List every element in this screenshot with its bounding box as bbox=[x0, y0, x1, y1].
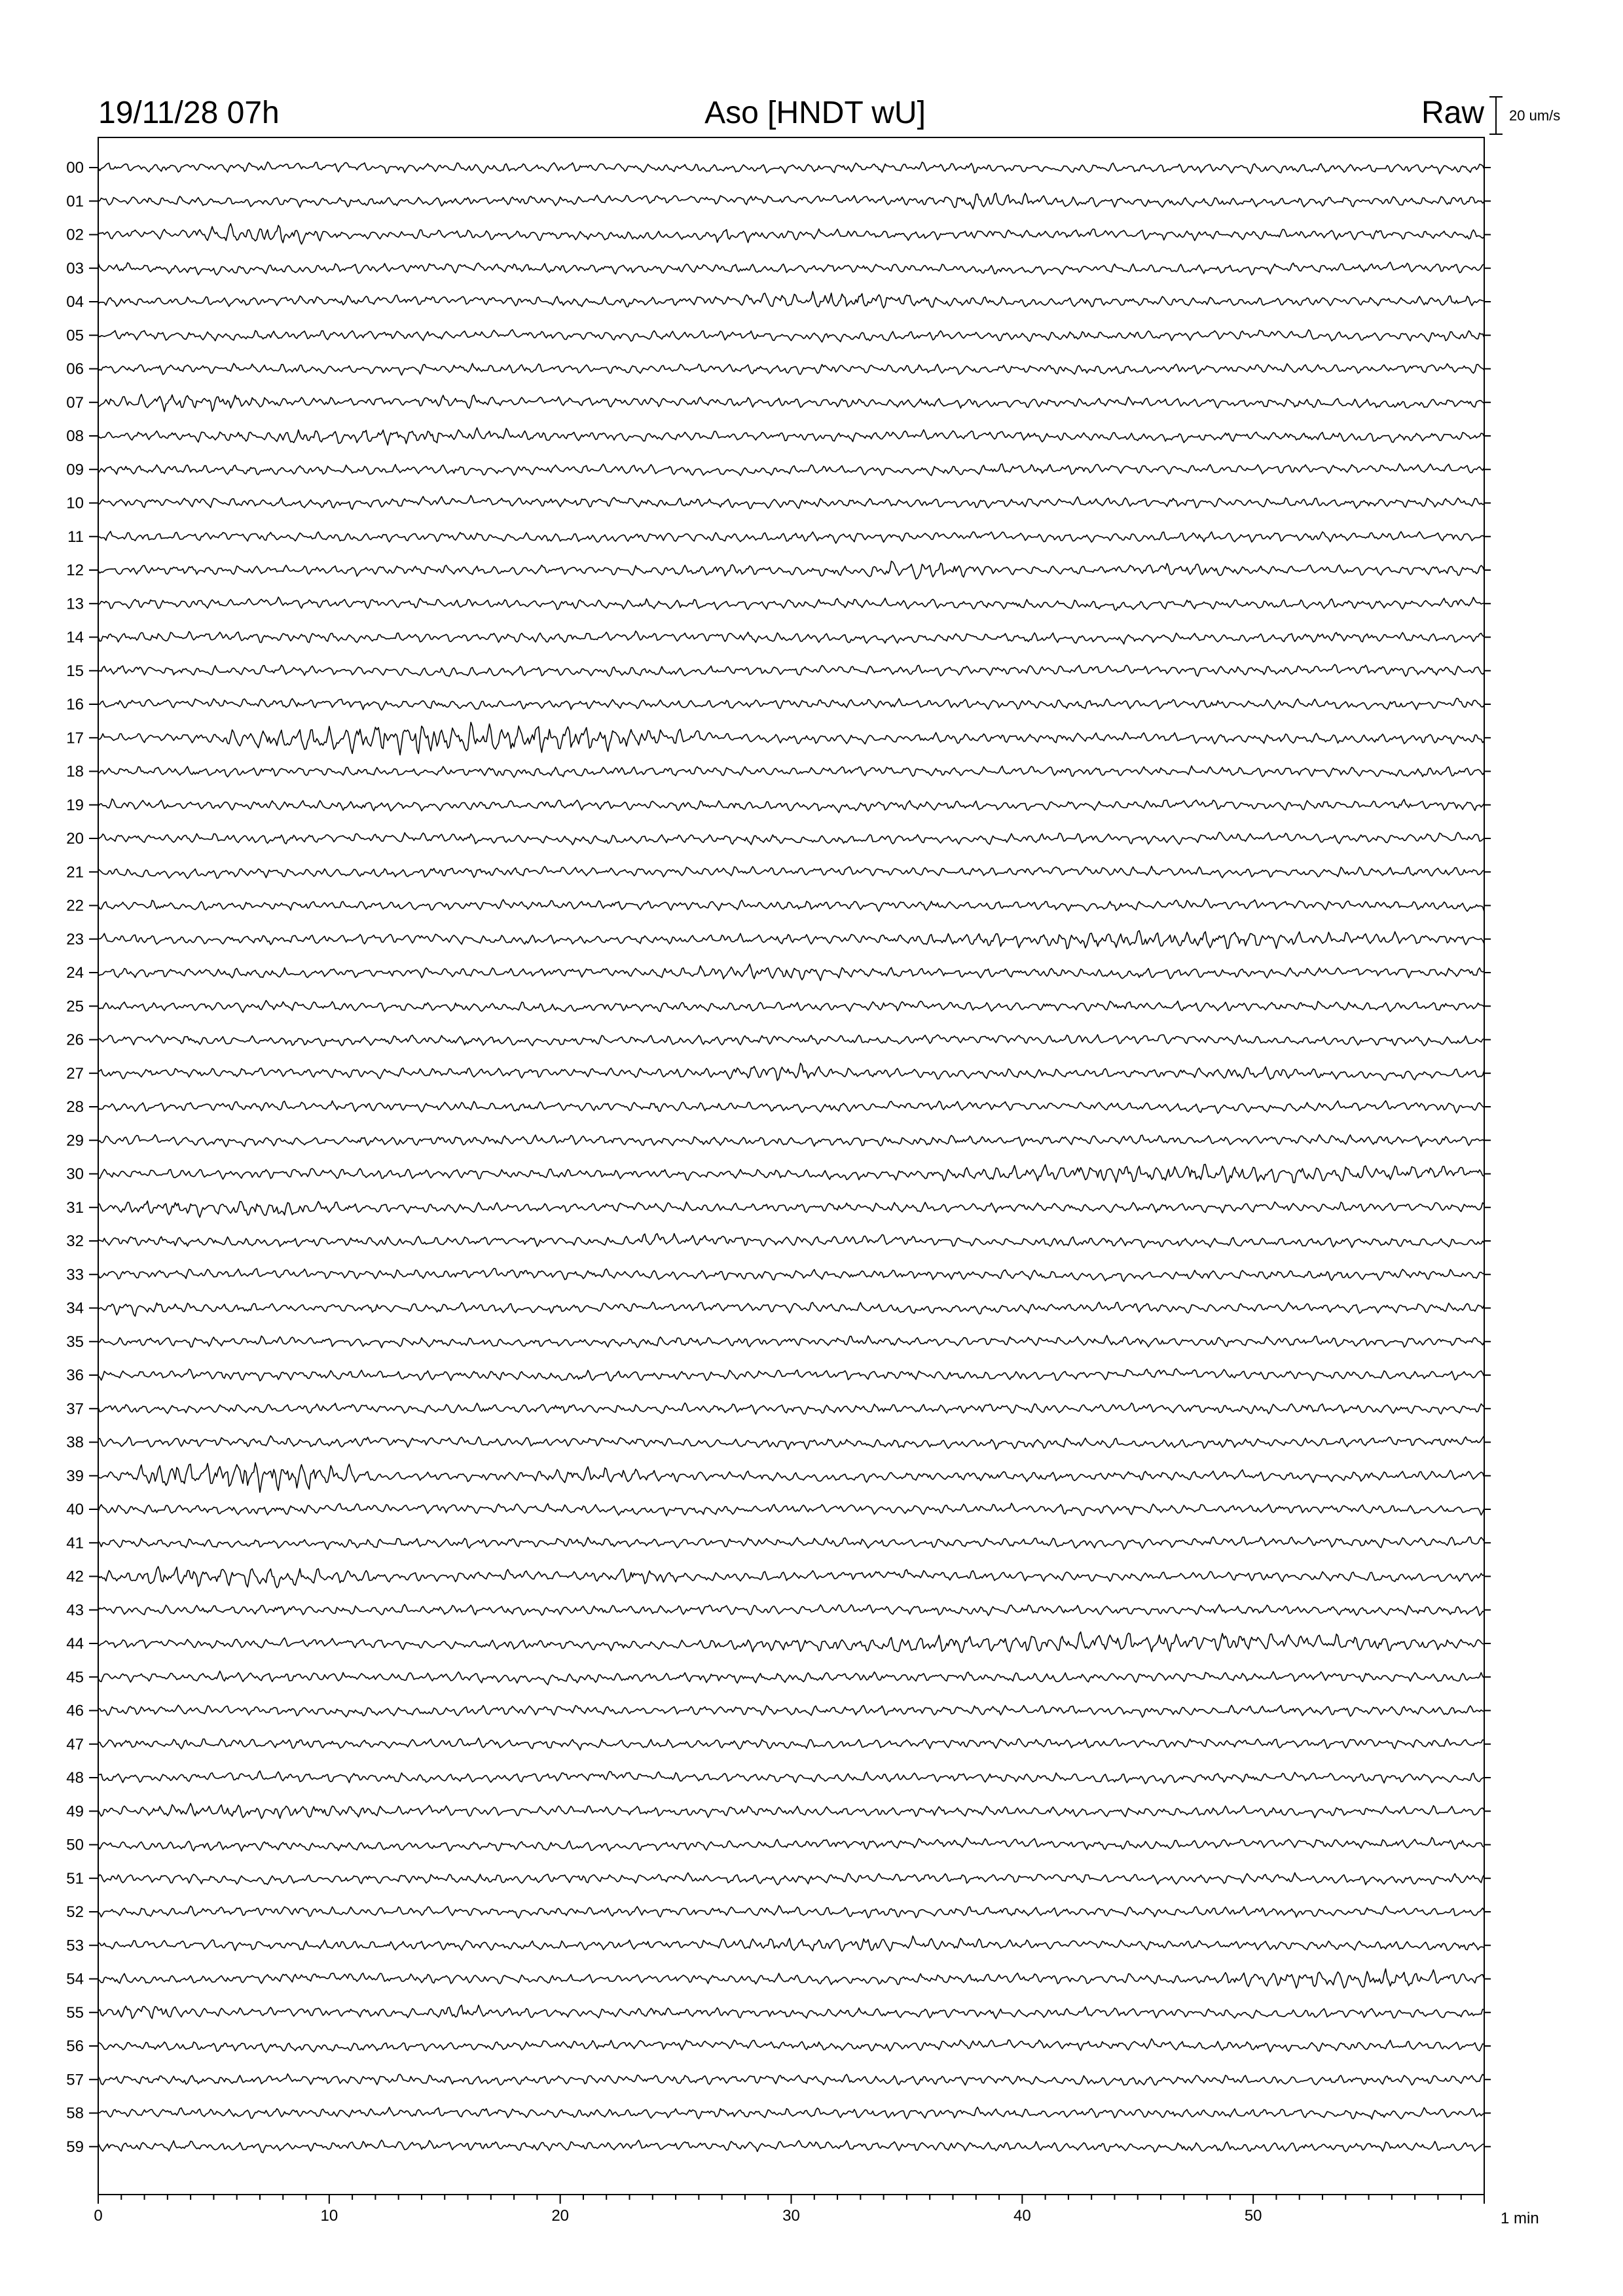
trace-line-42 bbox=[98, 1566, 1484, 1588]
row-label: 28 bbox=[66, 1098, 84, 1116]
row-label: 17 bbox=[66, 729, 84, 747]
row-labels-group bbox=[66, 159, 1491, 2156]
row-label: 12 bbox=[66, 562, 84, 579]
row-label: 07 bbox=[66, 393, 84, 412]
row-label: 49 bbox=[66, 1803, 84, 1821]
trace-line-08 bbox=[98, 428, 1484, 446]
row-label: 20 bbox=[66, 830, 84, 848]
mode-label: Raw bbox=[1421, 96, 1484, 130]
row-label: 01 bbox=[66, 192, 84, 211]
row-label: 29 bbox=[66, 1132, 84, 1150]
trace-line-59 bbox=[98, 2140, 1484, 2153]
row-label: 56 bbox=[66, 2037, 84, 2055]
row-label: 57 bbox=[66, 2071, 84, 2089]
trace-line-27 bbox=[98, 1063, 1484, 1081]
trace-line-30 bbox=[98, 1164, 1484, 1183]
trace-line-00 bbox=[98, 162, 1484, 173]
trace-line-37 bbox=[98, 1403, 1484, 1414]
row-label: 24 bbox=[66, 964, 84, 982]
trace-line-36 bbox=[98, 1369, 1484, 1381]
row-label: 51 bbox=[66, 1869, 84, 1888]
row-label: 25 bbox=[66, 997, 84, 1016]
row-label: 02 bbox=[66, 226, 84, 244]
row-label: 31 bbox=[66, 1198, 84, 1217]
trace-line-51 bbox=[98, 1873, 1484, 1884]
row-label: 30 bbox=[66, 1165, 84, 1183]
trace-line-03 bbox=[98, 262, 1484, 276]
trace-line-39 bbox=[98, 1463, 1484, 1492]
trace-line-20 bbox=[98, 832, 1484, 844]
trace-line-11 bbox=[98, 531, 1484, 543]
trace-line-34 bbox=[98, 1302, 1484, 1317]
row-label: 14 bbox=[66, 628, 84, 647]
row-label: 10 bbox=[66, 494, 84, 512]
row-label: 08 bbox=[66, 427, 84, 445]
trace-line-54 bbox=[98, 1969, 1484, 1988]
row-label: 05 bbox=[66, 327, 84, 345]
trace-line-07 bbox=[98, 394, 1484, 411]
row-label: 54 bbox=[66, 1970, 84, 1988]
trace-line-49 bbox=[98, 1803, 1484, 1818]
row-label: 35 bbox=[66, 1333, 84, 1351]
trace-line-48 bbox=[98, 1771, 1484, 1784]
row-label: 38 bbox=[66, 1433, 84, 1452]
trace-line-44 bbox=[98, 1632, 1484, 1652]
traces-group bbox=[98, 162, 1484, 2153]
x-tick-label: 0 bbox=[94, 2207, 103, 2225]
row-label: 59 bbox=[66, 2138, 84, 2156]
trace-line-35 bbox=[98, 1335, 1484, 1348]
row-label: 40 bbox=[66, 1501, 84, 1518]
row-label: 48 bbox=[66, 1769, 84, 1787]
trace-line-31 bbox=[98, 1201, 1484, 1217]
x-tick-label: 50 bbox=[1244, 2207, 1262, 2225]
trace-line-15 bbox=[98, 664, 1484, 677]
trace-line-24 bbox=[98, 964, 1484, 980]
trace-line-14 bbox=[98, 631, 1484, 644]
trace-line-13 bbox=[98, 597, 1484, 610]
plot-frame bbox=[98, 137, 1484, 2195]
trace-line-12 bbox=[98, 561, 1484, 579]
row-label: 33 bbox=[66, 1266, 84, 1284]
station-title: Aso [HNDT wU] bbox=[704, 96, 926, 130]
trace-line-19 bbox=[98, 799, 1484, 813]
x-tick-label: 30 bbox=[782, 2207, 800, 2225]
row-label: 42 bbox=[66, 1568, 84, 1586]
trace-line-17 bbox=[98, 723, 1484, 755]
trace-line-05 bbox=[98, 330, 1484, 342]
row-label: 23 bbox=[66, 930, 84, 948]
trace-line-47 bbox=[98, 1738, 1484, 1750]
x-axis-unit-label: 1 min bbox=[1501, 2210, 1539, 2227]
trace-line-18 bbox=[98, 766, 1484, 778]
trace-line-41 bbox=[98, 1537, 1484, 1549]
row-label: 45 bbox=[66, 1668, 84, 1687]
trace-line-06 bbox=[98, 363, 1484, 375]
row-label: 32 bbox=[66, 1232, 84, 1250]
trace-line-56 bbox=[98, 2039, 1484, 2053]
row-label: 47 bbox=[66, 1735, 84, 1753]
trace-line-50 bbox=[98, 1837, 1484, 1851]
trace-line-45 bbox=[98, 1671, 1484, 1685]
row-label: 16 bbox=[66, 696, 84, 713]
trace-line-21 bbox=[98, 866, 1484, 878]
trace-line-32 bbox=[98, 1234, 1484, 1248]
trace-line-43 bbox=[98, 1604, 1484, 1615]
row-label: 06 bbox=[66, 360, 84, 378]
trace-line-26 bbox=[98, 1035, 1484, 1046]
trace-line-58 bbox=[98, 2108, 1484, 2119]
trace-line-01 bbox=[98, 193, 1484, 209]
trace-line-09 bbox=[98, 464, 1484, 476]
row-label: 43 bbox=[66, 1601, 84, 1619]
trace-line-46 bbox=[98, 1705, 1484, 1717]
trace-line-28 bbox=[98, 1101, 1484, 1113]
trace-line-29 bbox=[98, 1135, 1484, 1147]
trace-line-16 bbox=[98, 698, 1484, 710]
x-tick-label: 10 bbox=[320, 2207, 338, 2225]
row-label: 52 bbox=[66, 1903, 84, 1921]
scale-bar-label: 20 um/s bbox=[1509, 107, 1561, 124]
trace-line-23 bbox=[98, 931, 1484, 949]
trace-line-04 bbox=[98, 291, 1484, 308]
row-label: 19 bbox=[66, 796, 84, 814]
row-label: 36 bbox=[66, 1367, 84, 1384]
row-label: 55 bbox=[66, 2003, 84, 2022]
row-label: 37 bbox=[66, 1400, 84, 1418]
row-label: 39 bbox=[66, 1467, 84, 1485]
row-label: 58 bbox=[66, 2104, 84, 2123]
row-label: 18 bbox=[66, 762, 84, 781]
trace-line-25 bbox=[98, 1001, 1484, 1013]
row-label: 50 bbox=[66, 1836, 84, 1854]
row-label: 46 bbox=[66, 1702, 84, 1720]
trace-line-10 bbox=[98, 495, 1484, 509]
trace-line-53 bbox=[98, 1936, 1484, 1951]
row-label: 21 bbox=[66, 863, 84, 882]
row-label: 15 bbox=[66, 662, 84, 680]
row-label: 22 bbox=[66, 897, 84, 915]
timestamp-label: 19/11/28 07h bbox=[98, 96, 280, 130]
trace-line-02 bbox=[98, 224, 1484, 244]
row-label: 00 bbox=[66, 159, 84, 177]
row-label: 27 bbox=[66, 1064, 84, 1083]
x-axis bbox=[94, 2195, 1484, 2225]
trace-line-33 bbox=[98, 1268, 1484, 1282]
row-label: 44 bbox=[66, 1635, 84, 1653]
trace-line-38 bbox=[98, 1436, 1484, 1450]
row-label: 09 bbox=[66, 461, 84, 479]
row-label: 13 bbox=[66, 595, 84, 613]
scale-bar bbox=[1489, 97, 1503, 134]
row-label: 41 bbox=[66, 1534, 84, 1552]
row-label: 26 bbox=[66, 1031, 84, 1049]
x-tick-label: 40 bbox=[1013, 2207, 1031, 2225]
row-label: 04 bbox=[66, 293, 84, 311]
row-label: 03 bbox=[66, 259, 84, 278]
trace-line-55 bbox=[98, 2005, 1484, 2019]
trace-line-22 bbox=[98, 899, 1484, 912]
row-label: 11 bbox=[67, 528, 84, 546]
trace-line-57 bbox=[98, 2074, 1484, 2085]
trace-line-52 bbox=[98, 1906, 1484, 1918]
trace-line-40 bbox=[98, 1503, 1484, 1516]
row-label: 53 bbox=[66, 1937, 84, 1955]
row-label: 34 bbox=[66, 1299, 84, 1318]
x-tick-label: 20 bbox=[551, 2207, 570, 2225]
